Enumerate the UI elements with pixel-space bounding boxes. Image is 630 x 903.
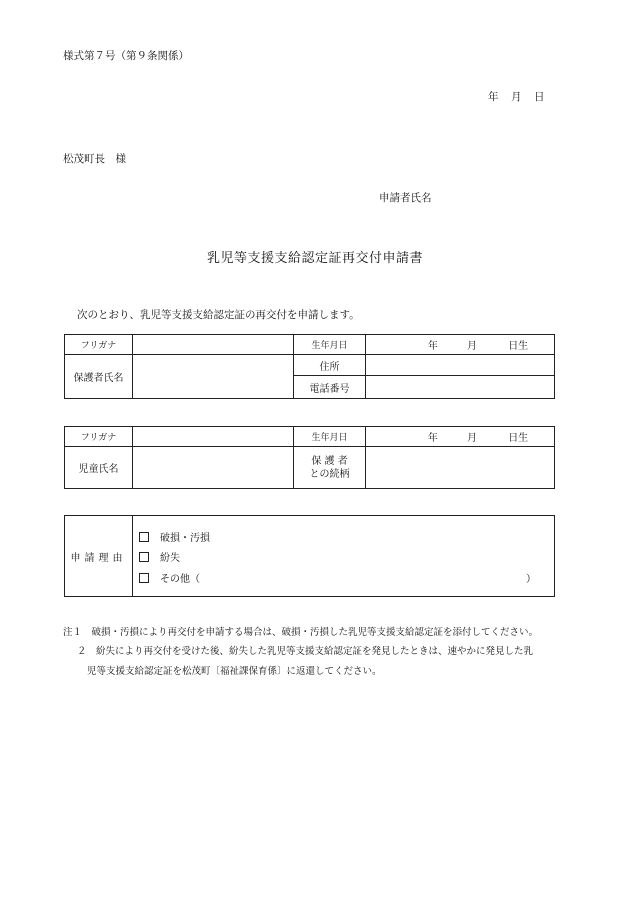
guardian-furigana-label: フリガナ xyxy=(65,335,133,355)
reason-option-damaged[interactable] xyxy=(139,529,210,544)
guardian-furigana-field[interactable] xyxy=(133,335,294,355)
guardian-phone-label: 電話番号 xyxy=(294,376,366,399)
child-dob-field[interactable] xyxy=(366,427,555,447)
note-2-continued: 児等支援支給認定証を松茂町〔福祉課保育係〕に返還してください。 xyxy=(87,666,382,677)
relation-field[interactable] xyxy=(366,447,555,489)
guardian-phone-field[interactable] xyxy=(366,376,555,399)
guardian-address-label: 住所 xyxy=(294,355,366,376)
intro-text: 次のとおり、乳児等支援支給認定証の再交付を申請します。 xyxy=(77,309,360,321)
guardian-address-field[interactable] xyxy=(366,355,555,376)
relation-label-line2: との続柄 xyxy=(309,468,350,480)
child-name-field[interactable] xyxy=(133,447,294,489)
guardian-name-field[interactable] xyxy=(133,355,294,399)
child-dob-label: 生年月日 xyxy=(294,427,366,447)
reason-label: 申請理由 xyxy=(65,516,133,596)
guardian-dob-label: 生年月日 xyxy=(294,335,366,355)
checkbox-icon[interactable] xyxy=(139,532,149,542)
reason-option-lost[interactable] xyxy=(139,549,180,564)
note-1: 注１ 破損・汚損により再交付を申請する場合は、破損・汚損した乳児等支援支給認定証を添付してください。 xyxy=(63,627,539,638)
reason-option-label: その他（ xyxy=(160,574,200,585)
reason-option-label: 紛失 xyxy=(160,553,180,564)
dob-month: 月 xyxy=(467,341,477,352)
reason-other-close-paren: ） xyxy=(526,574,536,585)
addressee: 松茂町長 様 xyxy=(63,153,126,165)
child-furigana-field[interactable] xyxy=(133,427,294,447)
child-name-label: 児童氏名 xyxy=(65,447,133,489)
guardian-name-label: 保護者氏名 xyxy=(65,355,133,399)
reason-option-other[interactable] xyxy=(139,570,200,585)
document-title: 乳児等支援支給認定証再交付申請書 xyxy=(206,251,423,266)
child-table xyxy=(64,426,555,489)
reason-section xyxy=(64,515,555,597)
date-line: 年 月 日 xyxy=(488,91,546,103)
guardian-dob-field[interactable] xyxy=(366,335,555,355)
dob-day: 日生 xyxy=(508,341,529,352)
dob-month: 月 xyxy=(467,433,477,444)
relation-label-line1: 保 護 者 xyxy=(311,455,348,467)
checkbox-icon[interactable] xyxy=(139,552,149,562)
relation-label xyxy=(294,447,366,489)
dob-year: 年 xyxy=(427,341,438,352)
child-furigana-label: フリガナ xyxy=(65,427,133,447)
form-number: 様式第７号（第９条関係） xyxy=(63,50,189,62)
note-2: ２ 紛失により再交付を受けた後、紛失した乳児等支援支給認定証を発見したときは、速やかに発見した乳 xyxy=(77,646,534,657)
reason-option-label: 破損・汚損 xyxy=(160,533,210,544)
checkbox-icon[interactable] xyxy=(139,573,149,583)
guardian-table xyxy=(64,334,555,399)
dob-year: 年 xyxy=(427,433,438,444)
dob-day: 日生 xyxy=(508,433,529,444)
applicant-name-label: 申請者氏名 xyxy=(379,192,432,204)
